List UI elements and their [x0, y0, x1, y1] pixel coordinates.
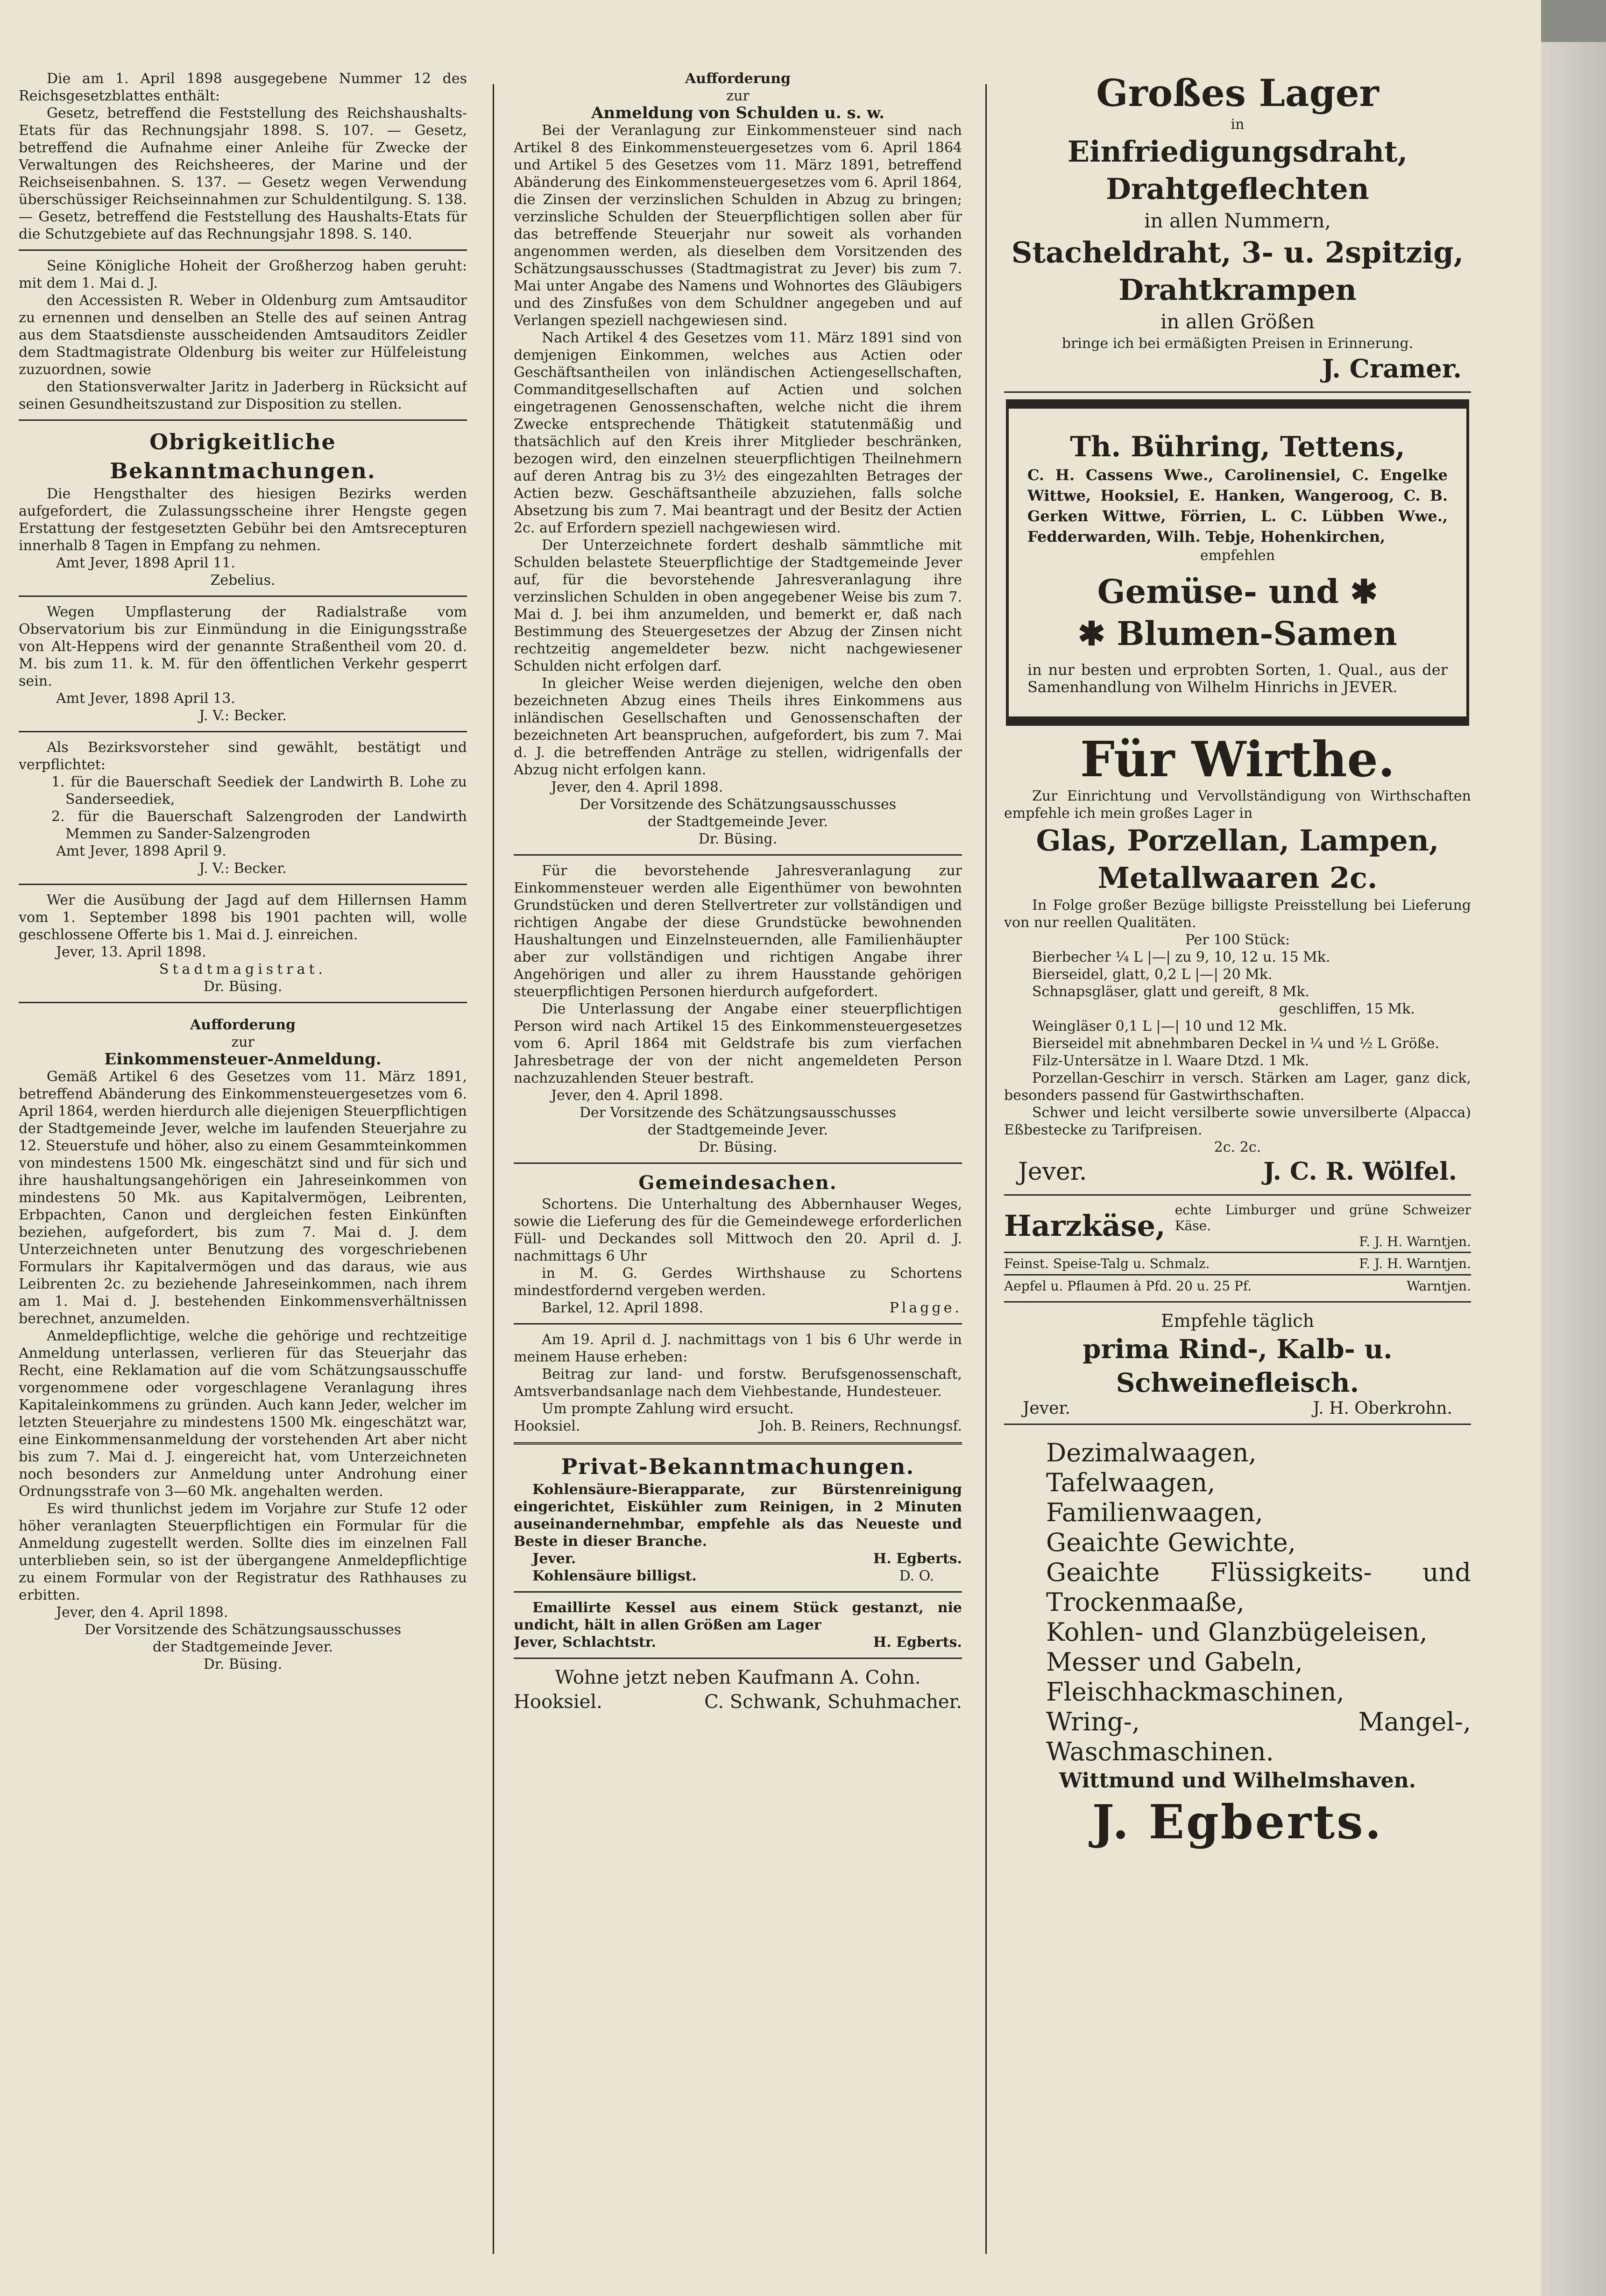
- ad-signature: F. J. H. Warntjen.: [1359, 1234, 1471, 1249]
- signature-line: Jever, den 4. April 1898.: [56, 1604, 228, 1621]
- ad-text: in nur besten und erprobten Sorten, 1. Qual., aus der Samenhandlung von Wilhelm Hinrichs in JEVER.: [1027, 661, 1448, 696]
- paragraph: Schortens. Die Unterhaltung des Abbernhauser Weges, sowie die Lieferung des für die Gemeindewege erforderlichen Füll- und Deckandes soll Mittwoch den 20. April d. J. nachmittags 6 Uhr: [514, 1196, 962, 1264]
- signature-line: Barkel, 12. April 1898.: [542, 1300, 703, 1316]
- ad-wirthe: [1004, 731, 1471, 1188]
- paragraph: Anmeldepflichtige, welche die gehörige und rechtzeitige Anmeldung unterlassen, verlieren für das Steuerjahr das Recht, eine Reklamation auf die vom Schätzungsausschuffe vorgenommene oder vorgeschlagene Veranlagung ihres Kapitaleinkommens zu gründen. Auch kann Jeder, welcher im letzten Steuerjahre zu mindestens 1500 Mk. eingeschätzt war, eine Einkommensanmeldung der vorstehenden Art aber nicht bis zum 7. Mai d. J. eingereicht hat, vom Unterzeichneten noch besonders zur Anmeldung unter Androhung einer Ordnungsstrafe von 3—60 Mk. angehalten werden.: [19, 1328, 467, 1500]
- ad-headline: Glas, Porzellan, Lampen,: [1036, 823, 1439, 857]
- price-line: Bierbecher ¼ L |—| zu 9, 10, 12 u. 15 Mk.: [1032, 949, 1330, 965]
- ad-text: Feinst. Speise-Talg u. Schmalz.: [1004, 1256, 1210, 1271]
- signature-line: Der Vorsitzende des Schätzungsausschusses: [84, 1622, 402, 1638]
- ad-headline: Stacheldraht, 3- u. 2spitzig,: [1011, 235, 1464, 269]
- paragraph: den Accessisten R. Weber in Oldenburg zum Amtsauditor zu ernennen und denselben an Stelle des auf seinen Antrag aus dem Staatsdienste ausscheidenden Amtsauditors Zeidler dem Stadtmagistrate Oldenburg bis weiter zur Hülfeleistung zuzuordnen, sowie: [19, 292, 467, 378]
- list-item: 2. für die Bauerschaft Salzengroden der Landwirth Memmen zu Sander-Salzengroden: [51, 808, 467, 842]
- notice-title: Anmeldung von Schulden u. s. w.: [591, 104, 884, 122]
- signature-line: Hooksiel.: [514, 1691, 602, 1713]
- divider: [19, 731, 467, 732]
- signature-line: Jever, 13. April 1898.: [56, 944, 206, 960]
- paragraph: Für die bevorstehende Jahresveranlagung zur Einkommensteuer werden alle Eigenthümer von bewohnten Grundstücken und deren Stellvertreter zur vollständigen und richtigen Angabe der diese Grundstücke bewohnenden Haushaltungen und Einzelnsteuernden, alle Familienhäupter aber zur vollständigen und richtigen Angabe ihrer Angehörigen und aller zu ihrem Hausstande gehörigen steuerpflichtigen Personen hierdurch aufgefordert.: [514, 863, 962, 1000]
- price-row: [1004, 1255, 1471, 1272]
- signature-row: [1004, 1156, 1471, 1188]
- ad-signature: J. H. Oberkrohn.: [1313, 1399, 1452, 1418]
- ad-signature: Jever.: [1018, 1158, 1087, 1186]
- signature: Dr. Büsing.: [698, 831, 778, 847]
- ad-headline: Einfriedigungsdraht,: [1067, 135, 1408, 169]
- ad-line: Familienwaagen,: [1046, 1498, 1263, 1527]
- column-rule: [985, 84, 987, 2254]
- paragraph: Gesetz, betreffend die Feststellung des Reichshaushalts-Etats für das Rechnungsjahr 1898. S. 107. — Gesetz, betreffend die Aufnahme einer Anleihe für Zwecke der Verwaltungen des Reichsheeres, der Marine und der Reichseisenbahnen. S. 137. — Gesetz wegen Verwendung überschüssiger Reichseinnahmen zur Schuldentilgung. S. 138. — Gesetz, betreffend die Feststellung des Haushalts-Etats für die Schutzgebiete auf das Rechnungsjahr 1898. S. 140.: [19, 105, 467, 242]
- ad-headline: ✱ Blumen-Samen: [1078, 614, 1397, 653]
- ad-text: bringe ich bei ermäßigten Preisen in Erinnerung.: [1061, 335, 1414, 352]
- divider: [19, 1002, 467, 1003]
- paragraph: Der Unterzeichnete fordert deshalb sämmtliche mit Schulden belastete Steuerpflichtige der Stadtgemeinde Jever auf, für die bevorstehende Jahresveranlagung ihre verzinslichen Schulden in oben angegebener Weise bis zum 7. Mai d. J. bei ihm anzumelden, und bemerkt er, daß nach Bestimmung des Steuergesetzes der Abzug der Zinsen nicht rechtzeitig angemeldeter bezw. nicht nachgewiesener Schulden nicht erfolgen darf.: [514, 537, 962, 674]
- signature-row: [1004, 1400, 1471, 1417]
- paragraph: Gemäß Artikel 6 des Gesetzes vom 11. März 1891, betreffend Abänderung des Einkommensteuergesetzes vom 6. April 1864, werden hierdurch alle diejenigen Steuerpflichtigen der Stadtgemeinde Jever, welche im laufenden Steuerjahre zu 12. Steuerstufe und höher, also zu einem Gesammteinkommen von mindestens 1500 Mk. eingeschätzt sind und für sich und ihre haushaltungsangehörigen ein Jahreseinkommen von mindestens 50 Mk. aus Kapitalvermögen, Leibrenten, Erbpachten, Canon und dergleichen festen Einkünften beziehen, aufgefordert, bis zum 7. Mai d. J. dem Unterzeichneten unter Benutzung des vorgeschriebenen Formulars ihr Kapitalvermögen und das daraus, wie aus Leibrenten 2c. zu beziehende Jahreseinkommen, nach ihrem am 1. Mai d. J. bestehenden Einkommensverhältnissen berechnet, anzumelden.: [19, 1069, 467, 1327]
- ad-text: empfehlen: [1200, 547, 1275, 564]
- signature: Dr. Büsing.: [203, 978, 283, 995]
- column-rule: [493, 84, 494, 2254]
- paragraph: Bei der Veranlagung zur Einkommensteuer sind nach Artikel 8 des Einkommensteuergesetzes vom 6. April 1864 und Artikel 5 des Gesetzes vom 11. März 1891, betreffend Abänderung des Einkommensteuergesetzes vom 6. April 1864, die Zinsen der verzinslichen Schulden in Abzug zu bringen; verzinsliche Schulden der Steuerpflichtigen sollen aber für das betreffende Steuerjahr nur soweit als vorhanden angenommen werden, als dieselben dem Vorsitzenden des Schätzungsausschusses (Stadtmagistrat zu Jever) bis zum 7. Mai unter Angabe des Namens und Wohnortes des Gläubigers und des Zinsfußes von dem Schuldner angegeben und auf Verlangen speziell nachgewiesen sind.: [514, 122, 962, 329]
- paragraph: Seine Königliche Hoheit der Großherzog haben geruht: mit dem 1. Mai d. J.: [19, 258, 467, 291]
- signature: J. V.: Becker.: [199, 708, 287, 724]
- divider: [1004, 1194, 1471, 1196]
- paragraph: Beitrag zur land- und forstw. Berufsgenossenschaft, Amtsverbandsanlage nach dem Viehbestande, Hundesteuer.: [514, 1366, 962, 1400]
- ad-text: echte Limburger und grüne Schweizer Käse.: [1174, 1202, 1471, 1233]
- ad-headline: Metallwaaren 2c.: [1097, 861, 1378, 895]
- signature-line: Jever, den 4. April 1898.: [551, 779, 723, 795]
- price-row: [1004, 1277, 1471, 1295]
- signature-row: [514, 1550, 962, 1567]
- ad-text: In Folge großer Bezüge billigste Preisstellung bei Lieferung von nur reellen Qualitäten.: [1004, 897, 1471, 931]
- paragraph: Am 19. April d. J. nachmittags von 1 bis 6 Uhr werde in meinem Hause erheben:: [514, 1332, 962, 1365]
- paragraph: Wer die Ausübung der Jagd auf dem Hillernsen Hamm vom 1. September 1898 bis 1901 pachten will, wolle geschlossene Offerte bis 1. Mai d. J. einreichen.: [19, 892, 467, 943]
- harz-info: [1175, 1202, 1471, 1250]
- ad-line: Geaichte Flüssigkeits- und Trockenmaaße,: [1046, 1558, 1471, 1617]
- ad-signature: J. C. R. Wölfel.: [1263, 1157, 1457, 1186]
- signature-line: Amt Jever, 1898 April 11.: [56, 555, 235, 571]
- ad-cramer: [1004, 70, 1471, 385]
- ad-line: Kohlen- und Glanzbügeleisen,: [1046, 1617, 1428, 1647]
- divider: [1004, 1301, 1471, 1303]
- ad-line: Fleischhackmaschinen,: [1046, 1677, 1344, 1707]
- ad-text: in allen Nummern,: [1144, 209, 1331, 232]
- ad-line: Wring-, Mangel-, Waschmaschinen.: [1046, 1707, 1471, 1766]
- ad-headline: Drahtkrampen: [1118, 273, 1357, 307]
- price-line: Filz-Untersätze in l. Waare Dtzd. 1 Mk.: [1032, 1053, 1309, 1069]
- section-title: Privat-Bekanntmachungen.: [561, 1454, 915, 1479]
- ad-headline: Harzkäse,: [1004, 1209, 1166, 1243]
- price-line: geschliffen, 15 Mk.: [1279, 1001, 1415, 1017]
- price-line: 2c. 2c.: [1214, 1139, 1261, 1155]
- signature-row: [514, 1690, 962, 1714]
- divider: [1004, 1424, 1471, 1425]
- paragraph: Die Hengsthalter des hiesigen Bezirks werden aufgefordert, die Zulassungsscheine ihrer Hengste gegen Erstattung der festgesetzten Gebühr bei den Amtsrecepturen innerhalb 8 Tagen in Empfang zu nehmen.: [19, 486, 467, 554]
- signature: J. V.: Becker.: [199, 860, 287, 877]
- harz-row: [1004, 1202, 1471, 1250]
- price-line: Bierseidel, glatt, 0,2 L |—| 20 Mk.: [1032, 966, 1273, 983]
- ad-headline: Großes Lager: [1096, 71, 1379, 115]
- signature: Joh. B. Reiners, Rechnungsf.: [759, 1418, 962, 1434]
- signature-line: Amt Jever, 1898 April 9.: [56, 843, 226, 859]
- signature-line: Der Vorsitzende des Schätzungsausschusses: [579, 796, 897, 813]
- ad-text: in allen Größen: [1160, 310, 1315, 333]
- signature: Plagge.: [889, 1300, 962, 1316]
- divider: [19, 884, 467, 885]
- signature-line: der Stadtgemeinde Jever.: [152, 1639, 333, 1655]
- signature: D. O.: [899, 1568, 934, 1584]
- signature-row: [514, 1417, 962, 1435]
- paragraph: Um prompte Zahlung wird ersucht.: [542, 1401, 794, 1417]
- divider: [514, 1591, 962, 1593]
- notice-title: Aufforderung: [190, 1017, 296, 1033]
- signature: Zebelius.: [210, 572, 276, 588]
- section-title: Obrigkeitliche Bekanntmachungen.: [110, 429, 376, 483]
- signature-line: der Stadtgemeinde Jever.: [647, 814, 828, 830]
- paragraph: den Stationsverwalter Jaritz in Jaderberg in Rücksicht auf seinen Gesundheitszustand zur Disposition zu stellen.: [19, 379, 467, 412]
- ad-headline: Drahtgeflechten: [1106, 172, 1369, 206]
- column-right: [1004, 70, 1471, 2268]
- signature-line: Jever.: [532, 1551, 576, 1567]
- notice-title: Aufforderung: [685, 71, 791, 87]
- divider: [1004, 391, 1471, 393]
- ad-line: Tafelwaagen,: [1046, 1468, 1216, 1497]
- ad-line: Messer und Gabeln,: [1046, 1647, 1303, 1677]
- divider: [514, 1162, 962, 1164]
- signature-line: Jever, den 4. April 1898.: [551, 1087, 723, 1104]
- price-line: Porzellan-Geschirr in versch. Stärken am Lager, ganz dick, besonders passend für Gastwirthschaften.: [1004, 1070, 1471, 1104]
- section-title: Gemeindesachen.: [638, 1172, 837, 1194]
- ad-text: in: [1231, 116, 1245, 133]
- signature-line: Jever, Schlachtstr.: [514, 1634, 657, 1651]
- ad-oberkrohn: [1004, 1309, 1471, 1417]
- ad-text: Per 100 Stück:: [1185, 932, 1290, 948]
- page-edge: [1541, 42, 1606, 2296]
- column-middle: [514, 70, 962, 2268]
- signature-row: [514, 1567, 962, 1585]
- paragraph: In gleicher Weise werden diejenigen, welche den oben bezeichneten Abzug eines Theils ihres Einkommens aus inländischen Gesellschaften und Genossenschaften der bezeichneten Art beanspruchen, aufgefordert, bis zum 7. Mai d. J. die betreffenden Anträge zu stellen, widrigenfalls der Abzug nicht erfolgen kann.: [514, 675, 962, 778]
- divider: [1004, 1274, 1471, 1276]
- ad-text: Kohlensäure-Bierapparate, zur Bürstenreinigung eingerichtet, Eiskühler zum Reinigen, in 2 Minuten auseinandernehmbar, empfehle als das Neueste und Beste in dieser Branche.: [514, 1481, 962, 1550]
- ad-signature: Warntjen.: [1407, 1278, 1471, 1294]
- signature-line: Amt Jever, 1898 April 13.: [56, 690, 235, 707]
- price-line: Schnapsgläser, glatt und gereift, 8 Mk.: [1032, 984, 1310, 1000]
- signature: H. Egberts.: [873, 1634, 962, 1651]
- ad-egberts: [1004, 1438, 1471, 1849]
- notice-title: Einkommensteuer-Anmeldung.: [104, 1050, 382, 1069]
- price-line: Weingläser 0,1 L |—| 10 und 12 Mk.: [1032, 1018, 1288, 1035]
- signature-line: Hooksiel.: [514, 1418, 580, 1434]
- divider: [19, 249, 467, 251]
- paragraph: in M. G. Gerdes Wirthshause zu Schortens mindestfordernd vergeben werden.: [514, 1265, 962, 1299]
- ad-text: Empfehle täglich: [1160, 1311, 1315, 1331]
- paragraph: Wegen Umpflasterung der Radialstraße vom Observatorium bis zur Einmündung in die Einigungsstraße von Alt-Heppens wird der genannte Straßentheil vom 20. d. M. bis zum 11. k. M. für den öffentlichen Verkehr gesperrt sein.: [19, 604, 467, 689]
- signature-row: [514, 1299, 962, 1317]
- signature: Stadtmagistrat.: [159, 961, 327, 978]
- ad-headline: Gemüse- und ✱: [1097, 572, 1378, 611]
- notice-title: zur: [231, 1034, 255, 1050]
- ad-line: Geaichte Gewichte,: [1046, 1528, 1296, 1557]
- ad-text: Zur Einrichtung und Vervollständigung von Wirthschaften empfehle ich mein großes Lager in: [1004, 788, 1471, 822]
- ad-signature: Jever.: [1023, 1399, 1071, 1418]
- ad-line: Dezimalwaagen,: [1046, 1438, 1257, 1467]
- paragraph: Die am 1. April 1898 ausgegebene Nummer 12 des Reichsgesetzblattes enthält:: [19, 71, 467, 104]
- signature: Dr. Büsing.: [203, 1656, 283, 1672]
- ad-text: Emaillirte Kessel aus einem Stück gestanzt, nie undicht, hält in allen Größen am Lager: [514, 1600, 962, 1633]
- signature-row: [514, 1634, 962, 1651]
- signature-line: der Stadtgemeinde Jever.: [647, 1122, 828, 1138]
- ad-text: Kohlensäure billigst.: [532, 1568, 697, 1584]
- paragraph: Es wird thunlichst jedem im Vorjahre zur Stufe 12 oder höher veranlagten Steuerpflichtigen ein Formular für die Anmeldung zugestellt werden. Sollte dies im einzelnen Fall unterblieben sein, so ist der übergangene Anmeldepflichtige zu einem Formular von der Registratur des Rathhauses zu erbitten.: [19, 1501, 467, 1603]
- divider: [514, 1323, 962, 1325]
- divider: [19, 419, 467, 421]
- signature: C. Schwank, Schuhmacher.: [704, 1691, 962, 1713]
- ad-signature: F. J. H. Warntjen.: [1359, 1256, 1471, 1271]
- paragraph: Nach Artikel 4 des Gesetzes vom 11. März 1891 sind von demjenigen Einkommen, welches aus Actien oder Geschäftsantheilen von inländischen Actiengesellschaften, Commanditgesellschaften auf Actien und solchen eingetragenen Genossenschaften, welche nicht die ihrem Zwecke entsprechende Thätigkeit statutenmäßig und thatsächlich auf den Kreis ihrer Mitglieder beschränken, bezogen wird, den einzelnen steuerpflichtigen Theilnehmern auf deren Antrag bis zu 3½ des eingezahlten Betrages der Actien bezw. Geschäftsantheile abzuziehen, falls solche Absetzung bis zum 7. Mai beantragt und der Besitz der Actien 2c. auf Erfordern speziell nachgewiesen wird.: [514, 330, 962, 536]
- divider: [514, 1658, 962, 1659]
- price-line: Schwer und leicht versilberte sowie unversilberte (Alpacca) Eßbestecke zu Tarifpreisen.: [1004, 1105, 1471, 1138]
- column-left: [19, 70, 467, 2268]
- ad-signature: J. Cramer.: [1322, 354, 1462, 383]
- ad-headline: prima Rind-, Kalb- u. Schweinefleisch.: [1082, 1334, 1393, 1398]
- divider: [514, 854, 962, 856]
- ad-text: C. H. Cassens Wwe., Carolinensiel, C. Engelke Wittwe, Hooksiel, E. Hanken, Wangeroog, C. B. Gerken Wittwe, Förrien, L. C. Lübben Wwe., Fedderwarden, Wilh. Tebje, Hohenkirchen,: [1027, 466, 1448, 546]
- list-item: 1. für die Bauerschaft Seediek der Landwirth B. Lohe zu Sanderseediek,: [51, 774, 467, 808]
- ad-signature: J. Egberts.: [1092, 1794, 1383, 1850]
- ad-buehring-box: [1006, 399, 1469, 726]
- price-line: Bierseidel mit abnehmbaren Deckel in ¼ und ½ L Größe.: [1032, 1035, 1440, 1052]
- signature-line: Der Vorsitzende des Schätzungsausschusses: [579, 1105, 897, 1121]
- signature: Dr. Büsing.: [698, 1139, 778, 1155]
- divider: [19, 595, 467, 597]
- ad-warntjen: [1004, 1202, 1471, 1295]
- ad-text: Aepfel u. Pflaumen à Pfd. 20 u. 25 Pf.: [1004, 1278, 1252, 1294]
- divider: [1004, 1252, 1471, 1253]
- divider: [514, 1442, 962, 1445]
- ad-text: Wohne jetzt neben Kaufmann A. Cohn.: [555, 1667, 921, 1688]
- paragraph: Die Unterlassung der Angabe einer steuerpflichtigen Person wird nach Artikel 15 des Einkommensteuergesetzes vom 6. April 1864 mit Geldstrafe bis zum vierfachen Jahresbetrage der von der nicht angemeldeten Person nachzuzahlenden Steuer bestraft.: [514, 1001, 962, 1086]
- notice-title: zur: [726, 88, 750, 104]
- ad-headline: Für Wirthe.: [1080, 730, 1395, 788]
- ad-headline: Th. Bühring, Tettens,: [1070, 431, 1405, 463]
- signature: H. Egberts.: [873, 1551, 962, 1567]
- ad-text: Wittmund und Wilhelmshaven.: [1059, 1769, 1416, 1793]
- paragraph: Als Bezirksvorsteher sind gewählt, bestätigt und verpflichtet:: [19, 739, 467, 773]
